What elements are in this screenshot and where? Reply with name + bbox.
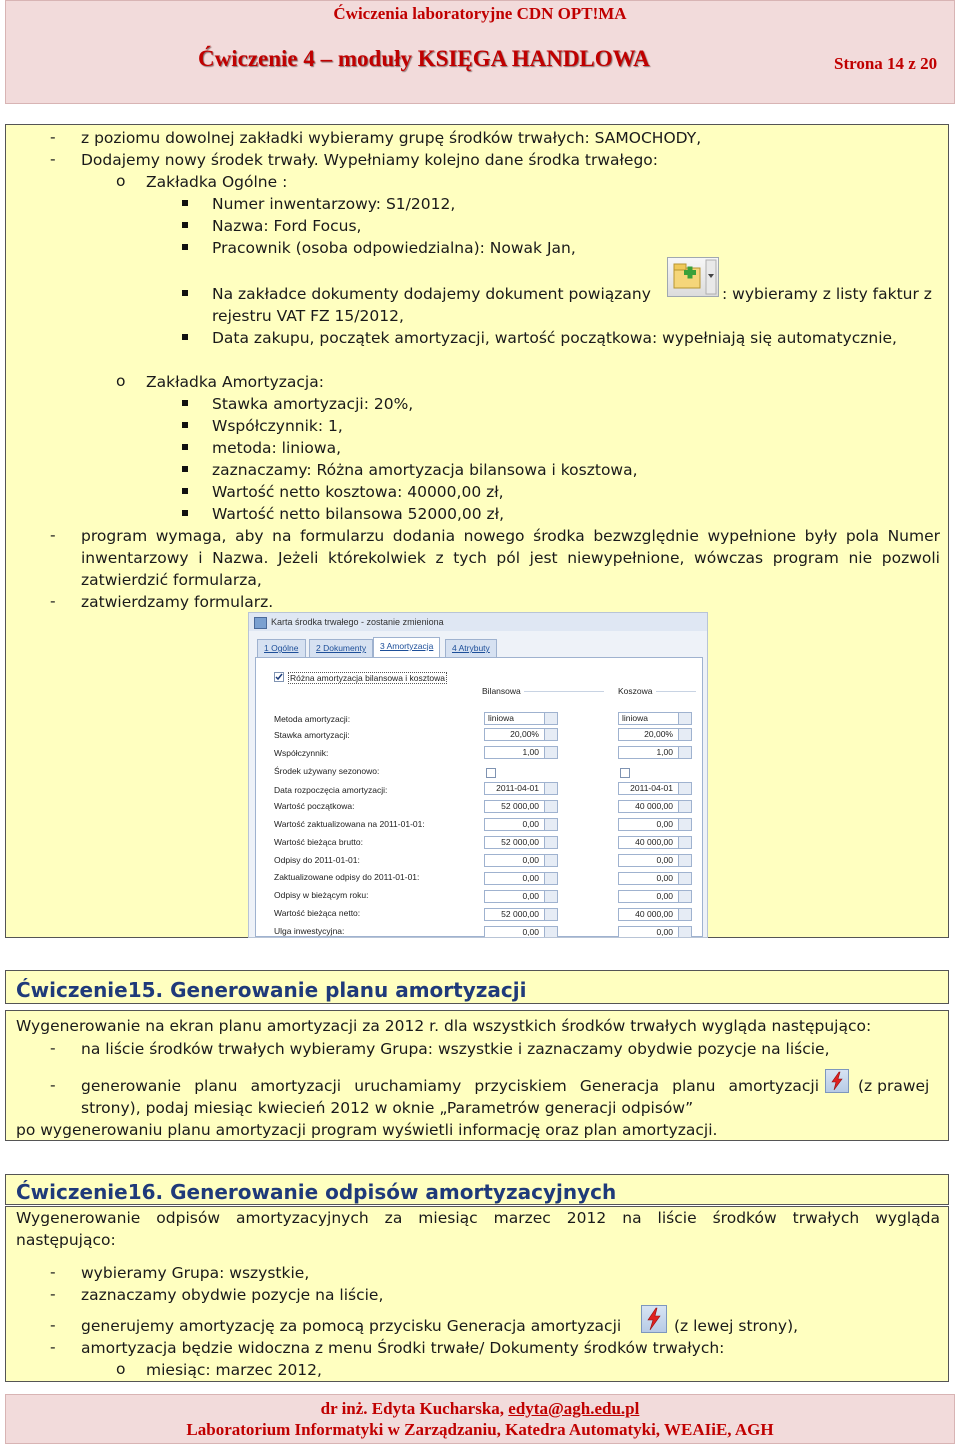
circle-marker: o (116, 172, 126, 190)
spinner-icon[interactable] (678, 837, 691, 848)
paragraph-text: Wygenerowanie odpisów amortyzacyjnych za miesiąc marzec 2012 na liście środków trwałych wygląda (16, 1209, 940, 1227)
spinner-icon[interactable] (678, 801, 691, 812)
header-page-number: Strona 14 z 20 (834, 54, 938, 73)
step-text: Zakładka Ogólne : (146, 173, 288, 191)
bil-start-date-value: 2011-04-01 (496, 783, 539, 793)
spinner-icon[interactable] (544, 747, 557, 758)
kos-net-value-input[interactable] (618, 908, 692, 921)
bil-start-date-input[interactable] (484, 782, 558, 795)
field-label: Ulga inwestycyjna: (274, 926, 345, 936)
dash-marker: - (50, 592, 56, 610)
square-bullet (182, 290, 188, 296)
kos-coefficient-input[interactable] (618, 746, 692, 759)
fixed-asset-card-screenshot (248, 612, 708, 938)
square-bullet (182, 466, 188, 472)
kos-gross-value-input[interactable] (618, 836, 692, 849)
bil-net-value: 52 000,00 (501, 909, 539, 919)
step-text: strony), podaj miesiąc kwiecień 2012 w oknie „Parametrów generacji odpisów” (81, 1099, 694, 1117)
folder-add-icon (668, 258, 718, 296)
spinner-icon[interactable] (678, 729, 691, 740)
exercise16-title: Ćwiczenie16. Generowanie odpisów amortyzacyjnych (16, 1180, 617, 1204)
spinner-icon[interactable] (544, 855, 557, 866)
field-label: Wartość bieżąca brutto: (274, 837, 363, 847)
kos-tax-relief-input[interactable] (618, 926, 692, 938)
step-text: Na zakładce dokumenty dodajemy dokument powiązany (212, 285, 651, 303)
square-bullet (182, 422, 188, 428)
step-text: rejestru VAT FZ 15/2012, (212, 307, 404, 325)
footer-email-link[interactable]: edyta@agh.edu.pl (508, 1399, 640, 1418)
bil-writeoffs-value: 0,00 (522, 855, 539, 865)
bil-method-select[interactable] (484, 712, 558, 725)
step-text: zatwierdzamy formularz. (81, 593, 274, 611)
field-label: Wartość początkowa: (274, 801, 355, 811)
step-text: : wybieramy z listy faktur z (722, 285, 932, 303)
dash-marker: - (50, 1338, 56, 1356)
step-text: Współczynnik: 1, (212, 417, 343, 435)
spinner-icon[interactable] (544, 873, 557, 884)
circle-marker: o (116, 372, 126, 390)
kos-initial-value-input[interactable] (618, 800, 692, 813)
step-text: na liście środków trwałych wybieramy Grupa: wszystkie i zaznaczamy obydwie pozycje na liście, (81, 1040, 830, 1058)
field-label: Data rozpoczęcia amortyzacji: (274, 785, 388, 795)
generate-amortization-button[interactable] (641, 1305, 667, 1333)
chevron-down-icon[interactable] (544, 713, 557, 724)
paragraph-text: następująco: (16, 1231, 116, 1249)
bil-updated-value-input[interactable] (484, 818, 558, 831)
bil-coefficient-input[interactable] (484, 746, 558, 759)
tab-ogolne[interactable]: 1 Ogólne (257, 639, 306, 657)
exercise16-title-box (5, 1174, 949, 1205)
bil-seasonal-checkbox[interactable] (486, 768, 496, 778)
kos-updated-writeoffs-value: 0,00 (656, 873, 673, 883)
dash-marker: - (50, 1039, 56, 1057)
generate-plan-button[interactable] (825, 1069, 849, 1093)
kos-method-value: liniowa (622, 713, 648, 723)
spinner-icon[interactable] (678, 855, 691, 866)
step-text: (z lewej strony), (674, 1317, 799, 1335)
tab-amortyzacja[interactable]: 3 Amortyzacja (373, 637, 440, 657)
step-text: metoda: liniowa, (212, 439, 342, 457)
window-icon (254, 617, 267, 629)
lightning-icon (826, 1070, 848, 1092)
exercise15-title: Ćwiczenie15. Generowanie planu amortyzacji (16, 978, 527, 1002)
bil-updated-value: 0,00 (522, 819, 539, 829)
square-bullet (182, 488, 188, 494)
bil-rate-input[interactable] (484, 728, 558, 741)
exercise15-title-box (5, 970, 949, 1004)
footer-author: dr inż. Edyta Kucharska, (320, 1399, 509, 1418)
kos-coefficient-value: 1,00 (656, 747, 673, 757)
kos-start-date-value: 2011-04-01 (630, 783, 673, 793)
bil-updated-writeoffs-input[interactable] (484, 872, 558, 885)
window-titlebar (249, 613, 707, 631)
bil-current-writeoffs-input[interactable] (484, 890, 558, 903)
kos-rate-input[interactable] (618, 728, 692, 741)
step-text: Numer inwentarzowy: S1/2012, (212, 195, 456, 213)
bil-writeoffs-input[interactable] (484, 854, 558, 867)
spinner-icon[interactable] (544, 891, 557, 902)
header-course-title: Ćwiczenia laboratoryjne CDN OPT!MA (333, 4, 627, 23)
tab-atrybuty[interactable]: 4 Atrybuty (445, 639, 497, 657)
dash-marker: - (50, 1285, 56, 1303)
exercise15-box (5, 1010, 949, 1141)
step-text: Nazwa: Ford Focus, (212, 217, 362, 235)
header-exercise-title: Ćwiczenie 4 – moduły KSIĘGA HANDLOWA (198, 46, 650, 71)
spinner-icon[interactable] (678, 819, 691, 830)
kos-tax-relief-value: 0,00 (656, 927, 673, 937)
spinner-icon[interactable] (544, 837, 557, 848)
kos-gross-value: 40 000,00 (635, 837, 673, 847)
bil-tax-relief-input[interactable] (484, 926, 558, 938)
dash-marker: - (50, 128, 56, 146)
spinner-icon[interactable] (544, 909, 557, 920)
spinner-icon[interactable] (544, 783, 557, 794)
group-bilansowa-header: Bilansowa (482, 686, 521, 696)
dash-marker: - (50, 1263, 56, 1281)
bil-rate-value: 20,00% (510, 729, 539, 739)
field-label: Odpisy w bieżącym roku: (274, 890, 369, 900)
square-bullet (182, 222, 188, 228)
dash-marker: - (50, 1316, 56, 1334)
kos-seasonal-checkbox[interactable] (620, 768, 630, 778)
dash-marker: - (50, 1076, 56, 1094)
bil-method-value: liniowa (488, 713, 514, 723)
field-label: Wartość bieżąca netto: (274, 908, 361, 918)
step-text: z poziomu dowolnej zakładki wybieramy grupę środków trwałych: SAMOCHODY, (81, 129, 702, 147)
spinner-icon[interactable] (544, 801, 557, 812)
kos-current-writeoffs-input[interactable] (618, 890, 692, 903)
window-title: Karta środka trwałego - zostanie zmieniona (271, 617, 444, 627)
dash-marker: - (50, 150, 56, 168)
lightning-icon (642, 1306, 666, 1332)
square-bullet (182, 244, 188, 250)
square-bullet (182, 400, 188, 406)
square-bullet (182, 444, 188, 450)
spinner-icon[interactable] (544, 819, 557, 830)
group-kosztowa-header: Koszowa (618, 686, 653, 696)
step-text: Stawka amortyzacji: 20%, (212, 395, 414, 413)
tab-dokumenty[interactable]: 2 Dokumenty (309, 639, 373, 657)
step-text: program wymaga, aby na formularzu dodania nowego środka bezwzględnie wypełnione były pola Numer (81, 527, 940, 545)
chevron-down-icon[interactable] (678, 713, 691, 724)
kos-updated-value-input[interactable] (618, 818, 692, 831)
spinner-icon[interactable] (678, 783, 691, 794)
different-amortization-label: Różna amortyzacja bilansowa i kosztowa (290, 673, 445, 683)
field-label: Zaktualizowane odpisy do 2011-01-01: (274, 872, 420, 882)
square-bullet (182, 334, 188, 340)
step-text: miesiąc: marzec 2012, (146, 1361, 322, 1379)
bil-current-writeoffs-value: 0,00 (522, 891, 539, 901)
kos-rate-value: 20,00% (644, 729, 673, 739)
checkmark-icon (275, 673, 283, 681)
step-text: Zakładka Amortyzacja: (146, 373, 324, 391)
step-text: Pracownik (osoba odpowiedzialna): Nowak Jan, (212, 239, 576, 257)
group-divider (656, 691, 696, 692)
paragraph-text: po wygenerowaniu planu amortyzacji program wyświetli informację oraz plan amortyzacji. (16, 1121, 718, 1139)
step-text: wybieramy Grupa: wszystkie, (81, 1264, 310, 1282)
spinner-icon[interactable] (678, 873, 691, 884)
bil-gross-value: 52 000,00 (501, 837, 539, 847)
kos-updated-writeoffs-input[interactable] (618, 872, 692, 885)
kos-method-select[interactable] (618, 712, 692, 725)
kos-start-date-input[interactable] (618, 782, 692, 795)
bil-updated-writeoffs-value: 0,00 (522, 873, 539, 883)
step-text: Wartość netto bilansowa 52000,00 zł, (212, 505, 505, 523)
group-divider (524, 691, 604, 692)
spinner-icon[interactable] (678, 891, 691, 902)
bil-initial-value: 52 000,00 (501, 801, 539, 811)
paragraph-text: Wygenerowanie na ekran planu amortyzacji za 2012 r. dla wszystkich środków trwałych wygląda następująco: (16, 1017, 872, 1035)
amortization-panel (255, 657, 703, 937)
bil-net-value-input[interactable] (484, 908, 558, 921)
kos-writeoffs-input[interactable] (618, 854, 692, 867)
field-label: Środek używany sezonowo: (274, 766, 380, 776)
bil-tax-relief-value: 0,00 (522, 927, 539, 937)
field-label: Współczynnik: (274, 748, 329, 758)
step-text: (z prawej (858, 1077, 930, 1095)
step-text: amortyzacja będzie widoczna z menu Środki trwałe/ Dokumenty środków trwałych: (81, 1339, 725, 1357)
step-text: generowanie planu amortyzacji uruchamiamy przyciskiem Generacja planu amortyzacji (81, 1077, 819, 1095)
kos-updated-value: 0,00 (656, 819, 673, 829)
spinner-icon[interactable] (678, 747, 691, 758)
footer-lab: Laboratorium Informatyki w Zarządzaniu, Katedra Automatyki, WEAIiE, AGH (186, 1420, 774, 1439)
spinner-icon[interactable] (678, 909, 691, 920)
circle-marker: o (116, 1360, 126, 1378)
spinner-icon[interactable] (544, 729, 557, 740)
footer-author-line (0, 1399, 960, 1419)
step-text: zatwierdzić formularza, (81, 571, 262, 589)
field-label: Wartość zaktualizowana na 2011-01-01: (274, 819, 425, 829)
step-text: zaznaczamy: Różna amortyzacja bilansowa i kosztowa, (212, 461, 638, 479)
spinner-icon[interactable] (544, 927, 557, 938)
step-text: zaznaczamy obydwie pozycje na liście, (81, 1286, 384, 1304)
step-text: Wartość netto kosztowa: 40000,00 zł, (212, 483, 504, 501)
bil-coefficient-value: 1,00 (522, 747, 539, 757)
field-label: Metoda amortyzacji: (274, 714, 351, 724)
step-text: Data zakupu, początek amortyzacji, wartość początkowa: wypełniają się automatycznie, (212, 329, 897, 347)
field-label: Stawka amortyzacji: (274, 730, 350, 740)
bil-gross-value-input[interactable] (484, 836, 558, 849)
add-document-button[interactable] (667, 257, 719, 297)
kos-initial-value: 40 000,00 (635, 801, 673, 811)
square-bullet (182, 200, 188, 206)
step-text: inwentarzowy i Nazwa. Jeżeli którekolwiek z tych pól jest niewypełnione, wówczas program nie pozwoli (81, 549, 940, 567)
bil-initial-value-input[interactable] (484, 800, 558, 813)
exercise16-box (5, 1206, 949, 1382)
different-amortization-checkbox[interactable] (274, 672, 284, 682)
field-label: Odpisy do 2011-01-01: (274, 855, 360, 865)
step-text: generujemy amortyzację za pomocą przycisku Generacja amortyzacji (81, 1317, 622, 1335)
kos-current-writeoffs-value: 0,00 (656, 891, 673, 901)
step-text: Dodajemy nowy środek trwały. Wypełniamy kolejno dane środka trwałego: (81, 151, 659, 169)
kos-writeoffs-value: 0,00 (656, 855, 673, 865)
dash-marker: - (50, 526, 56, 544)
kos-net-value: 40 000,00 (635, 909, 673, 919)
spinner-icon[interactable] (678, 927, 691, 938)
square-bullet (182, 510, 188, 516)
